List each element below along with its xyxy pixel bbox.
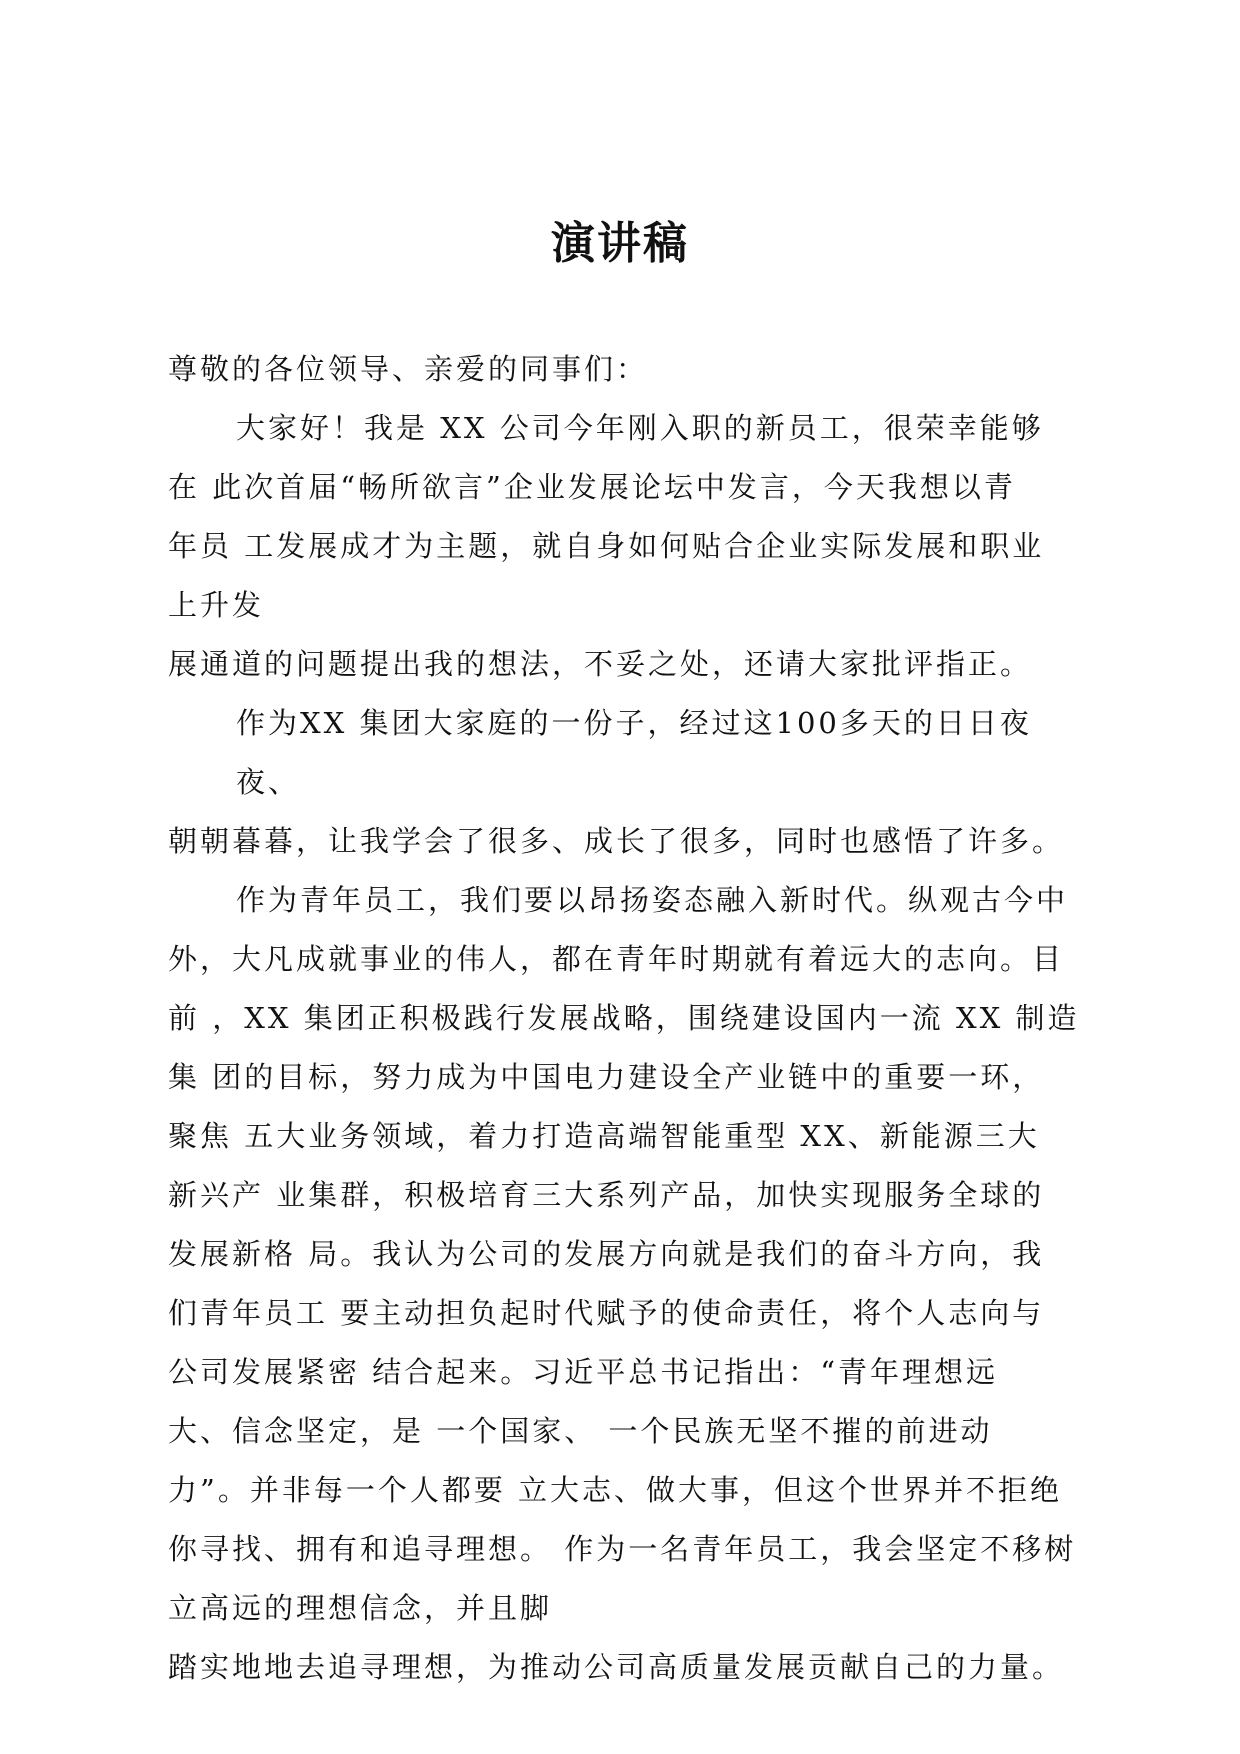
body-line: 力”。并非每一个人都要 立大志、做大事，但这个世界并不拒绝 bbox=[168, 1473, 1063, 1507]
body-line: 聚焦 五大业务领域，着力打造高端智能重型 XX、新能源三大 bbox=[168, 1119, 1040, 1153]
body-line: 尊敬的各位领导、亲爱的同事们： bbox=[168, 352, 649, 386]
body-line: 你寻找、拥有和追寻理想。 作为一名青年员工，我会坚定不移树 bbox=[168, 1532, 1077, 1566]
body-line: 夜、 bbox=[236, 765, 301, 799]
body-line: 上升发 bbox=[168, 588, 265, 622]
body-line: 公司发展紧密 结合起来。习近平总书记指出：“青年理想远 bbox=[168, 1355, 999, 1389]
body-line: 作为青年员工，我们要以昂扬姿态融入新时代。纵观古今中 bbox=[236, 883, 1069, 917]
body-line: 新兴产 业集群，积极培育三大系列产品，加快实现服务全球的 bbox=[168, 1178, 1045, 1212]
body-line: 大、信念坚定，是 一个国家、 一个民族无坚不摧的前进动 bbox=[168, 1414, 993, 1448]
body-line: 年员 工发展成才为主题，就自身如何贴合企业实际发展和职业 bbox=[168, 529, 1045, 563]
body-line: 朝朝暮暮，让我学会了很多、成长了很多，同时也感悟了许多。 bbox=[168, 824, 1065, 858]
body-line: 展通道的问题提出我的想法，不妥之处，还请大家批评指正。 bbox=[168, 647, 1033, 681]
body-line: 们青年员工 要主动担负起时代赋予的使命责任，将个人志向与 bbox=[168, 1296, 1045, 1330]
document-title: 演讲稿 bbox=[551, 218, 689, 269]
body-line: 集 团的目标，努力成为中国电力建设全产业链中的重要一环， bbox=[168, 1060, 1045, 1094]
body-line: 在 此次首届“畅所欲言”企业发展论坛中发言，今天我想以青 bbox=[168, 470, 1016, 504]
body-line: 立高远的理想信念，并且脚 bbox=[168, 1591, 553, 1625]
body-line: 踏实地地去追寻理想，为推动公司高质量发展贡献自己的力量。 bbox=[168, 1650, 1065, 1684]
body-line: 前 ，XX 集团正积极践行发展战略，围绕建设国内一流 XX 制造 bbox=[168, 1001, 1080, 1035]
body-line: 发展新格 局。我认为公司的发展方向就是我们的奋斗方向，我 bbox=[168, 1237, 1045, 1271]
body-line: 作为XX 集团大家庭的一份子，经过这100多天的日日夜 bbox=[236, 706, 1032, 740]
document-body bbox=[168, 340, 1088, 1697]
body-line: 大家好！我是 XX 公司今年刚入职的新员工，很荣幸能够 bbox=[236, 411, 1044, 445]
body-line: 外，大凡成就事业的伟人，都在青年时期就有着远大的志向。目 bbox=[168, 942, 1065, 976]
